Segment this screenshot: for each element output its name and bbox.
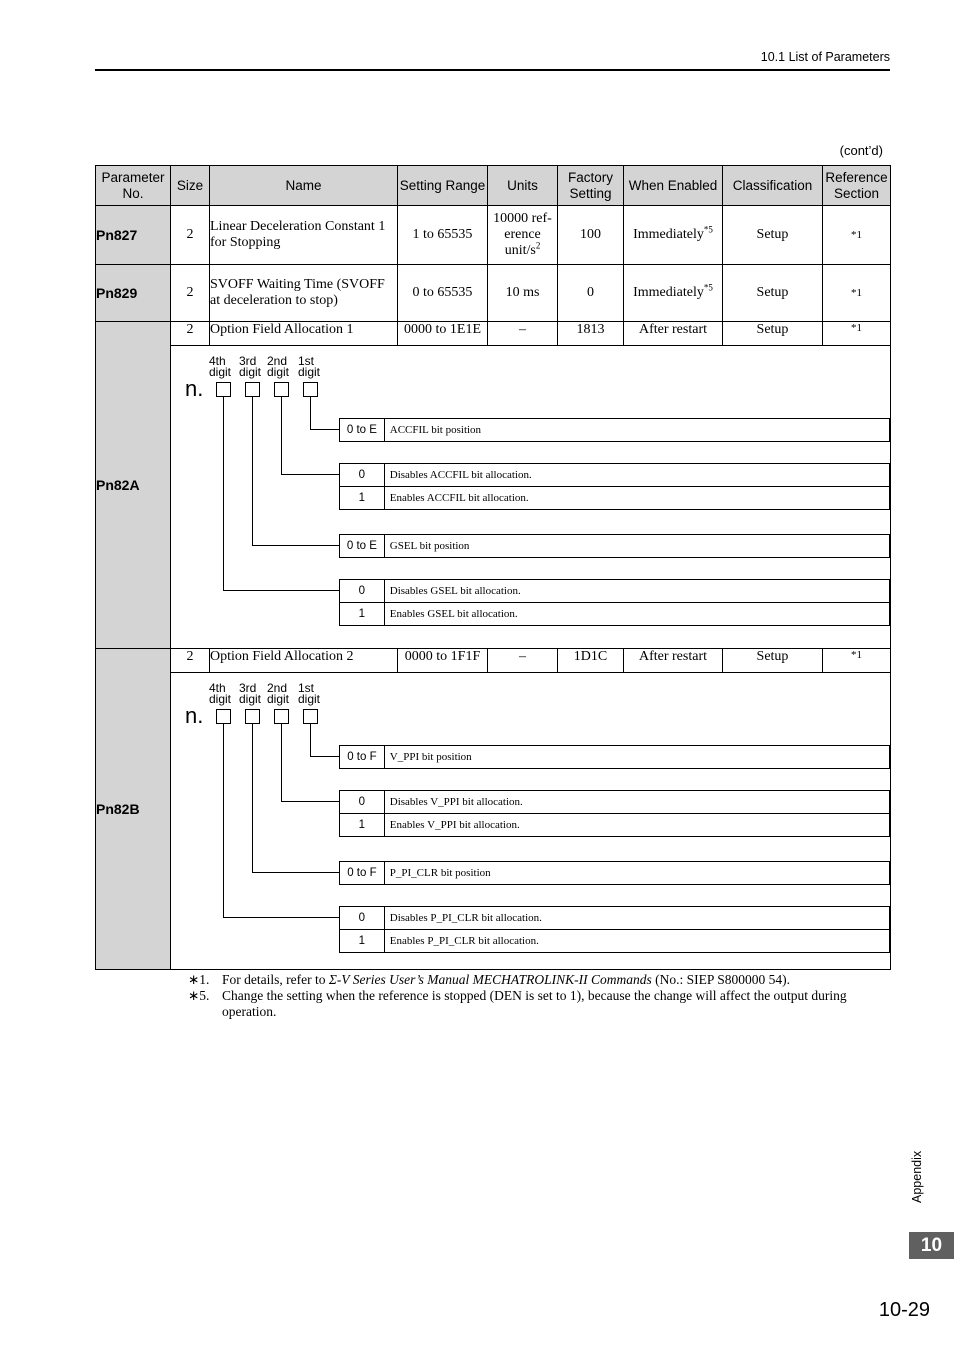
- option-table: [339, 579, 890, 626]
- n-prefix: n.: [185, 703, 204, 728]
- option-table: [339, 861, 890, 885]
- connector-line: [310, 756, 339, 757]
- option-description: Disables V_PPI bit allocation.: [384, 791, 889, 814]
- units-superscript: 2: [535, 240, 541, 251]
- digit-label: [298, 683, 320, 705]
- param-when: [624, 265, 723, 322]
- digit-label: [239, 356, 261, 378]
- digit-label: [267, 683, 289, 705]
- footnote-text-part: (No.: SIEP S800000 54).: [651, 972, 791, 987]
- param-factory: 0: [558, 265, 624, 322]
- header-size: Size: [171, 166, 210, 206]
- param-factory: 100: [558, 206, 624, 265]
- footnote-mark: ∗5.: [188, 988, 210, 1003]
- connector-line: [281, 801, 339, 802]
- option-value: 0: [340, 580, 385, 603]
- units-text: 10000 ref-erence unit/s: [493, 211, 552, 258]
- digit-box: [303, 382, 318, 397]
- param-when: [624, 206, 723, 265]
- option-row: [340, 791, 890, 814]
- manual-title: Σ-V Series User’s Manual MECHATROLINK-II Commands: [328, 972, 652, 987]
- param-units: [488, 206, 558, 265]
- digit-label: [298, 356, 320, 378]
- param-when: After restart: [624, 322, 723, 346]
- param-number: Pn82B: [96, 649, 171, 970]
- side-label-text: Appendix: [910, 1150, 924, 1203]
- option-row: [340, 746, 890, 769]
- when-text: Immediately: [633, 285, 704, 300]
- digit-word: digit: [267, 692, 290, 706]
- param-ref: *1: [823, 649, 891, 673]
- option-table: [339, 463, 890, 510]
- param-factory: 1813: [558, 322, 624, 346]
- header-rule: [95, 69, 890, 71]
- connector-line: [252, 545, 339, 546]
- digit-ordinal: 2nd: [267, 681, 288, 695]
- digit-ordinal: 1st: [298, 681, 315, 695]
- digit-ordinal: 2nd: [267, 354, 288, 368]
- digit-box: [274, 709, 289, 724]
- table-row: [96, 649, 891, 673]
- connector-line: [281, 474, 339, 475]
- param-class: Setup: [723, 649, 823, 673]
- connector-line: [310, 397, 311, 429]
- header-factory-setting: Factory Setting: [558, 166, 624, 206]
- footnote-ref: *5: [703, 282, 713, 293]
- header-classification: Classification: [723, 166, 823, 206]
- param-name: Option Field Allocation 2: [210, 649, 398, 673]
- option-table: [339, 534, 890, 558]
- param-class: Setup: [723, 265, 823, 322]
- option-table: [339, 906, 890, 953]
- param-name: Option Field Allocation 1: [210, 322, 398, 346]
- connector-line: [223, 724, 224, 917]
- param-range: 0000 to 1F1F: [398, 649, 488, 673]
- option-row: [340, 862, 890, 885]
- digit-label: [267, 356, 289, 378]
- option-row: [340, 907, 890, 930]
- connector-line: [281, 724, 282, 801]
- running-header: 10.1 List of Parameters: [760, 50, 890, 64]
- option-row: [340, 580, 890, 603]
- connector-line: [252, 397, 253, 545]
- header-setting-range: Setting Range: [398, 166, 488, 206]
- digit-word: digit: [298, 692, 321, 706]
- footnote-text: [222, 972, 790, 988]
- param-range: 0 to 65535: [398, 265, 488, 322]
- option-description: Disables P_PI_CLR bit allocation.: [384, 907, 889, 930]
- option-row: [340, 930, 890, 953]
- footnote-ref: *5: [703, 224, 713, 235]
- connector-line: [281, 397, 282, 474]
- digit-box: [216, 709, 231, 724]
- digit-word: digit: [209, 692, 232, 706]
- footnote-mark: ∗1.: [188, 972, 210, 987]
- option-description: Enables V_PPI bit allocation.: [384, 814, 889, 837]
- header-param-no: Parameter No.: [96, 166, 171, 206]
- digit-label: [239, 683, 261, 705]
- option-value: 0: [340, 907, 385, 930]
- connector-line: [223, 917, 339, 918]
- param-class: Setup: [723, 322, 823, 346]
- option-description: Enables GSEL bit allocation.: [384, 603, 889, 626]
- option-value: 0 to F: [340, 746, 385, 769]
- digit-box: [303, 709, 318, 724]
- param-size: 2: [171, 322, 210, 346]
- connector-line: [310, 724, 311, 756]
- param-units: –: [488, 649, 558, 673]
- header-units: Units: [488, 166, 558, 206]
- digit-box: [245, 709, 260, 724]
- option-description: V_PPI bit position: [384, 746, 889, 769]
- option-row: [340, 535, 890, 558]
- connector-line: [310, 429, 339, 430]
- option-description: ACCFIL bit position: [384, 419, 889, 442]
- table-row: [96, 206, 891, 265]
- connector-line: [252, 872, 339, 873]
- digit-label: [209, 683, 231, 705]
- param-number: Pn827: [96, 206, 171, 265]
- param-name: Linear Deceleration Constant 1 for Stopping: [210, 206, 398, 265]
- param-range: 1 to 65535: [398, 206, 488, 265]
- option-value: 0 to F: [340, 862, 385, 885]
- option-row: [340, 419, 890, 442]
- option-row: [340, 487, 890, 510]
- table-row: [96, 265, 891, 322]
- option-description: Enables P_PI_CLR bit allocation.: [384, 930, 889, 953]
- param-size: 2: [171, 265, 210, 322]
- digit-diagram-pn82b: [171, 673, 891, 970]
- option-description: Disables GSEL bit allocation.: [384, 580, 889, 603]
- param-size: 2: [171, 206, 210, 265]
- connector-line: [223, 397, 224, 590]
- digit-word: digit: [209, 365, 232, 379]
- param-when: After restart: [624, 649, 723, 673]
- option-row: [340, 464, 890, 487]
- digit-word: digit: [298, 365, 321, 379]
- continued-label: (cont’d): [839, 143, 883, 158]
- connector-line: [223, 590, 339, 591]
- digit-word: digit: [239, 692, 262, 706]
- page-number: 10-29: [878, 1299, 930, 1321]
- chapter-tab: 10: [909, 1232, 954, 1259]
- footnote: [188, 988, 888, 1020]
- digit-word: digit: [239, 365, 262, 379]
- param-ref: *1: [823, 206, 891, 265]
- option-value: 1: [340, 930, 385, 953]
- param-class: Setup: [723, 206, 823, 265]
- param-units: –: [488, 322, 558, 346]
- digit-diagram-pn82a: [171, 346, 891, 649]
- table-row: [96, 322, 891, 346]
- option-value: 1: [340, 814, 385, 837]
- digit-word: digit: [267, 365, 290, 379]
- option-row: [340, 814, 890, 837]
- param-ref: *1: [823, 322, 891, 346]
- option-value: 1: [340, 603, 385, 626]
- param-factory: 1D1C: [558, 649, 624, 673]
- digit-ordinal: 3rd: [239, 354, 257, 368]
- digit-label: [209, 356, 231, 378]
- connector-line: [252, 724, 253, 872]
- param-name: SVOFF Waiting Time (SVOFF at deceleration to stop): [210, 265, 398, 322]
- digit-ordinal: 4th: [209, 354, 226, 368]
- footnote-text-part: For details, refer to: [222, 972, 329, 987]
- footnotes: [188, 972, 888, 1020]
- param-ref: *1: [823, 265, 891, 322]
- digit-box: [245, 382, 260, 397]
- parameter-table: [95, 165, 891, 970]
- param-number: Pn82A: [96, 322, 171, 649]
- digit-box: [216, 382, 231, 397]
- header-reference-section: Reference Section: [823, 166, 891, 206]
- option-table: [339, 745, 890, 769]
- digit-box: [274, 382, 289, 397]
- option-value: 1: [340, 487, 385, 510]
- option-value: 0 to E: [340, 419, 385, 442]
- n-prefix: n.: [185, 376, 204, 401]
- option-description: Enables ACCFIL bit allocation.: [384, 487, 889, 510]
- param-units: 10 ms: [488, 265, 558, 322]
- option-description: P_PI_CLR bit position: [384, 862, 889, 885]
- option-description: GSEL bit position: [384, 535, 889, 558]
- option-value: 0: [340, 464, 385, 487]
- appendix-side-label: [910, 1145, 926, 1205]
- digit-ordinal: 4th: [209, 681, 226, 695]
- header-when-enabled: When Enabled: [624, 166, 723, 206]
- digit-ordinal: 1st: [298, 354, 315, 368]
- param-size: 2: [171, 649, 210, 673]
- option-description: Disables ACCFIL bit allocation.: [384, 464, 889, 487]
- option-value: 0: [340, 791, 385, 814]
- footnote-text: Change the setting when the reference is stopped (DEN is set to 1), because the change will affect the output during operation.: [222, 988, 847, 1019]
- header-name: Name: [210, 166, 398, 206]
- param-range: 0000 to 1E1E: [398, 322, 488, 346]
- option-table: [339, 418, 890, 442]
- digit-ordinal: 3rd: [239, 681, 257, 695]
- option-row: [340, 603, 890, 626]
- option-table: [339, 790, 890, 837]
- when-text: Immediately: [633, 227, 704, 242]
- footnote: [188, 972, 888, 988]
- option-value: 0 to E: [340, 535, 385, 558]
- param-number: Pn829: [96, 265, 171, 322]
